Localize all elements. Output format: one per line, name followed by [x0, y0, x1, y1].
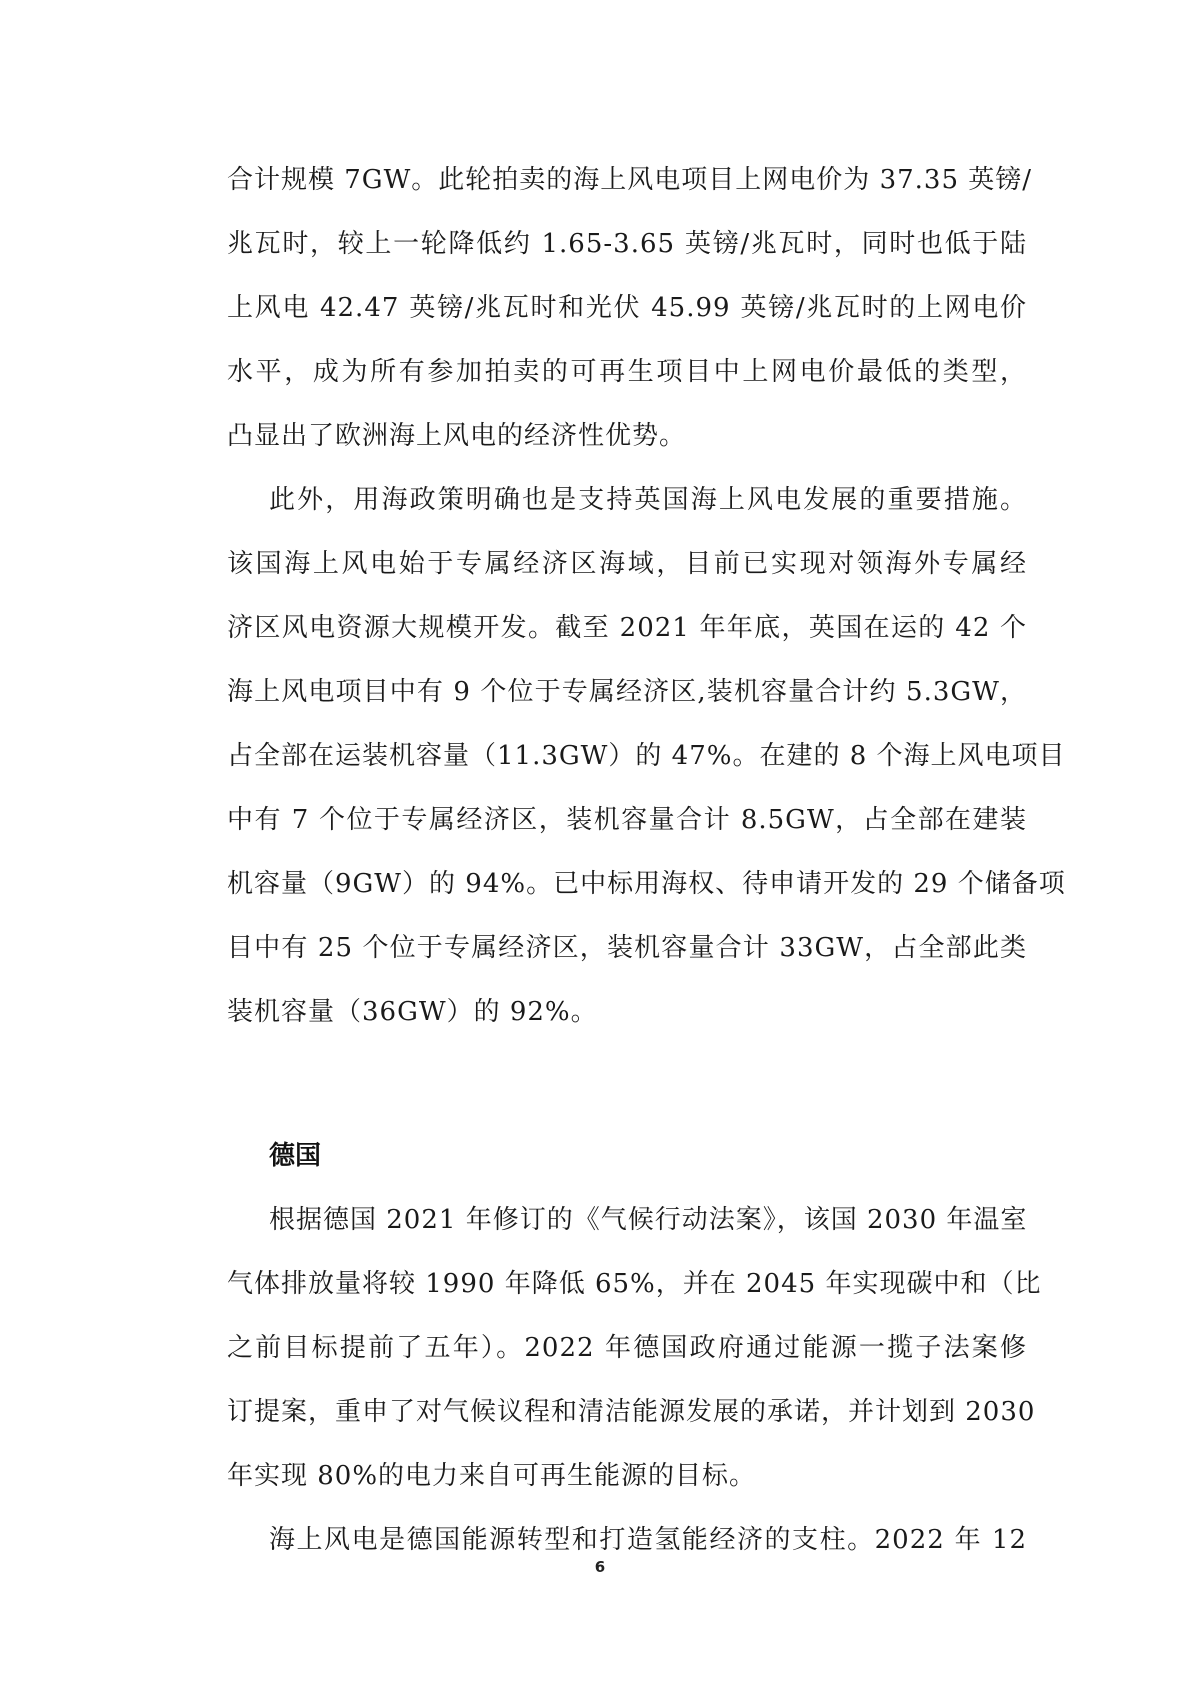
text-line: 合计规模 7GW。此轮拍卖的海上风电项目上网电价为 37.35 英镑/ — [227, 165, 1033, 195]
text-line: 根据德国 2021 年修订的《气候行动法案》，该国 2030 年温室 — [269, 1205, 1028, 1235]
text-line: 气体排放量将较 1990 年降低 65%，并在 2045 年实现碳中和（比 — [227, 1269, 1042, 1299]
text-line: 中有 7 个位于专属经济区，装机容量合计 8.5GW，占全部在建装 — [227, 805, 1027, 835]
text-line: 装机容量（36GW）的 92%。 — [227, 997, 598, 1027]
paragraph-germany-climate-law — [227, 1188, 1042, 1508]
section-heading-germany: 德国 — [269, 1141, 322, 1171]
text-line: 占全部在运装机容量（11.3GW）的 47%。在建的 8 个海上风电项目 — [227, 741, 1066, 771]
text-line: 兆瓦时，较上一轮降低约 1.65-3.65 英镑/兆瓦时，同时也低于陆 — [227, 229, 1027, 259]
text-line: 年实现 80%的电力来自可再生能源的目标。 — [227, 1461, 757, 1491]
page-body — [227, 148, 1066, 1572]
text-line: 目中有 25 个位于专属经济区，装机容量合计 33GW，占全部此类 — [227, 933, 1027, 963]
text-line: 订提案，重申了对气候议程和清洁能源发展的承诺，并计划到 2030 — [227, 1397, 1036, 1427]
section-spacer — [227, 1044, 1027, 1124]
text-line: 水平，成为所有参加拍卖的可再生项目中上网电价最低的类型， — [227, 357, 1027, 387]
text-line: 上风电 42.47 英镑/兆瓦时和光伏 45.99 英镑/兆瓦时的上网电价 — [227, 293, 1027, 323]
paragraph-uk-auction-prices — [227, 148, 1033, 468]
text-line: 济区风电资源大规模开发。截至 2021 年年底，英国在运的 42 个 — [227, 613, 1027, 643]
text-line: 海上风电是德国能源转型和打造氢能经济的支柱。2022 年 12 — [269, 1525, 1027, 1555]
text-line: 此外，用海政策明确也是支持英国海上风电发展的重要措施。 — [269, 485, 1027, 515]
text-line: 机容量（9GW）的 94%。已中标用海权、待申请开发的 29 个储备项 — [227, 869, 1066, 899]
text-line: 之前目标提前了五年）。2022 年德国政府通过能源一揽子法案修 — [227, 1333, 1027, 1363]
page-number: 6 — [594, 1558, 606, 1576]
text-line: 该国海上风电始于专属经济区海域，目前已实现对领海外专属经 — [227, 549, 1027, 579]
text-line: 海上风电项目中有 9 个位于专属经济区,装机容量合计约 5.3GW， — [227, 677, 1027, 707]
paragraph-uk-sea-use-policy — [227, 468, 1066, 1044]
text-line: 凸显出了欧洲海上风电的经济性优势。 — [227, 421, 687, 451]
